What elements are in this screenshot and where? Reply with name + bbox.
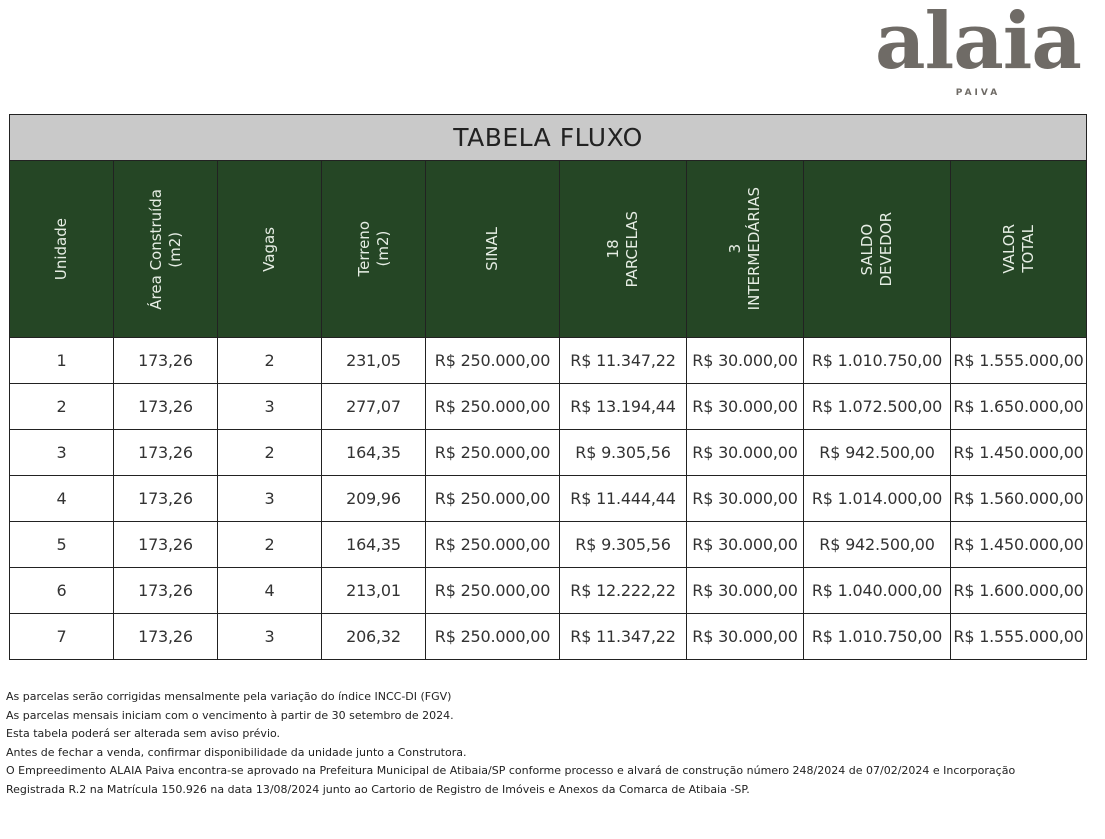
table-row xyxy=(10,384,1087,430)
logo-wordmark: alaia xyxy=(875,0,1081,87)
cell-area: 173,26 xyxy=(114,430,218,476)
cell-area: 173,26 xyxy=(114,614,218,660)
footnote: As parcelas serão corrigidas mensalmente pela variação do índice INCC-DI (FGV) xyxy=(6,690,452,703)
footnote: As parcelas mensais iniciam com o vencimento à partir de 30 setembro de 2024. xyxy=(6,708,454,722)
header-parcelas: 18 PARCELAS xyxy=(560,161,687,338)
cell-vagas: 3 xyxy=(218,614,322,660)
cell-intermediarias: R$ 30.000,00 xyxy=(687,338,804,384)
cell-vagas: 2 xyxy=(218,338,322,384)
cell-saldo-devedor: R$ 1.072.500,00 xyxy=(804,384,951,430)
table-row xyxy=(10,338,1087,384)
cell-vagas: 3 xyxy=(218,384,322,430)
cell-parcelas: R$ 12.222,22 xyxy=(560,568,687,614)
table-row xyxy=(10,430,1087,476)
cell-vagas: 3 xyxy=(218,476,322,522)
cell-intermediarias: R$ 30.000,00 xyxy=(687,430,804,476)
cell-sinal: R$ 250.000,00 xyxy=(426,384,560,430)
footnote: Antes de fechar a venda, confirmar disponibilidade da unidade junto a Construtora. xyxy=(6,745,467,759)
cell-parcelas: R$ 9.305,56 xyxy=(560,522,687,568)
cell-terreno: 164,35 xyxy=(322,522,426,568)
cell-unidade: 3 xyxy=(10,430,114,476)
header-area-construida: Área Construída (m2) xyxy=(114,161,218,338)
footnotes xyxy=(6,688,1101,800)
footnote: Registrada R.2 na Matrícula 150.926 na data 13/08/2024 junto ao Cartorio de Registro de Imóveis e Anexos da Comarca de Atibaia -SP. xyxy=(6,782,750,796)
header-intermediarias: 3 INTERMEDÁRIAS xyxy=(687,161,804,338)
cell-sinal: R$ 250.000,00 xyxy=(426,338,560,384)
cell-valor-total: R$ 1.555.000,00 xyxy=(951,614,1087,660)
cell-parcelas: R$ 11.347,22 xyxy=(560,338,687,384)
cell-terreno: 213,01 xyxy=(322,568,426,614)
cell-vagas: 4 xyxy=(218,568,322,614)
cell-intermediarias: R$ 30.000,00 xyxy=(687,614,804,660)
brand-logo xyxy=(858,0,1098,98)
cell-terreno: 206,32 xyxy=(322,614,426,660)
cell-intermediarias: R$ 30.000,00 xyxy=(687,476,804,522)
table-row xyxy=(10,614,1087,660)
cell-unidade: 7 xyxy=(10,614,114,660)
cell-saldo-devedor: R$ 1.010.750,00 xyxy=(804,614,951,660)
cell-valor-total: R$ 1.650.000,00 xyxy=(951,384,1087,430)
cell-area: 173,26 xyxy=(114,568,218,614)
cell-valor-total: R$ 1.450.000,00 xyxy=(951,522,1087,568)
cell-valor-total: R$ 1.555.000,00 xyxy=(951,338,1087,384)
cell-vagas: 2 xyxy=(218,522,322,568)
cell-sinal: R$ 250.000,00 xyxy=(426,614,560,660)
cell-terreno: 277,07 xyxy=(322,384,426,430)
table-row xyxy=(10,522,1087,568)
cell-area: 173,26 xyxy=(114,384,218,430)
cell-parcelas: R$ 9.305,56 xyxy=(560,430,687,476)
cell-sinal: R$ 250.000,00 xyxy=(426,522,560,568)
header-valor-total: VALOR TOTAL xyxy=(951,161,1087,338)
cell-intermediarias: R$ 30.000,00 xyxy=(687,522,804,568)
cell-valor-total: R$ 1.450.000,00 xyxy=(951,430,1087,476)
cell-saldo-devedor: R$ 1.010.750,00 xyxy=(804,338,951,384)
cell-parcelas: R$ 11.444,44 xyxy=(560,476,687,522)
header-terreno: Terreno (m2) xyxy=(322,161,426,338)
cell-terreno: 164,35 xyxy=(322,430,426,476)
header-vagas: Vagas xyxy=(218,161,322,338)
cell-parcelas: R$ 13.194,44 xyxy=(560,384,687,430)
logo-subtitle: PAIVA xyxy=(955,88,1001,98)
cell-unidade: 4 xyxy=(10,476,114,522)
footnote: O Empreedimento ALAIA Paiva encontra-se aprovado na Prefeitura Municipal de Atibaia/SP conforme processo e alvará de construção número 248/2024 de 07/02/2024 e Incorporação xyxy=(6,764,1016,778)
cell-unidade: 5 xyxy=(10,522,114,568)
cell-saldo-devedor: R$ 942.500,00 xyxy=(804,522,951,568)
table-title: TABELA FLUXO xyxy=(10,115,1087,161)
table-row xyxy=(10,568,1087,614)
table-row xyxy=(10,476,1087,522)
cell-sinal: R$ 250.000,00 xyxy=(426,568,560,614)
header-sinal: SINAL xyxy=(426,161,560,338)
cell-parcelas: R$ 11.347,22 xyxy=(560,614,687,660)
cell-saldo-devedor: R$ 1.040.000,00 xyxy=(804,568,951,614)
cell-saldo-devedor: R$ 1.014.000,00 xyxy=(804,476,951,522)
header-unidade: Unidade xyxy=(10,161,114,338)
header-saldo-devedor: SALDO DEVEDOR xyxy=(804,161,951,338)
cell-sinal: R$ 250.000,00 xyxy=(426,430,560,476)
cell-valor-total: R$ 1.600.000,00 xyxy=(951,568,1087,614)
cell-intermediarias: R$ 30.000,00 xyxy=(687,384,804,430)
cell-intermediarias: R$ 30.000,00 xyxy=(687,568,804,614)
cell-saldo-devedor: R$ 942.500,00 xyxy=(804,430,951,476)
cell-area: 173,26 xyxy=(114,476,218,522)
cell-unidade: 6 xyxy=(10,568,114,614)
cell-unidade: 2 xyxy=(10,384,114,430)
cell-area: 173,26 xyxy=(114,338,218,384)
header-row xyxy=(10,161,1087,338)
cell-area: 173,26 xyxy=(114,522,218,568)
cell-vagas: 2 xyxy=(218,430,322,476)
cell-terreno: 231,05 xyxy=(322,338,426,384)
cell-terreno: 209,96 xyxy=(322,476,426,522)
cell-valor-total: R$ 1.560.000,00 xyxy=(951,476,1087,522)
cell-unidade: 1 xyxy=(10,338,114,384)
price-table xyxy=(9,114,1087,660)
footnote: Esta tabela poderá ser alterada sem aviso prévio. xyxy=(6,727,281,741)
cell-sinal: R$ 250.000,00 xyxy=(426,476,560,522)
